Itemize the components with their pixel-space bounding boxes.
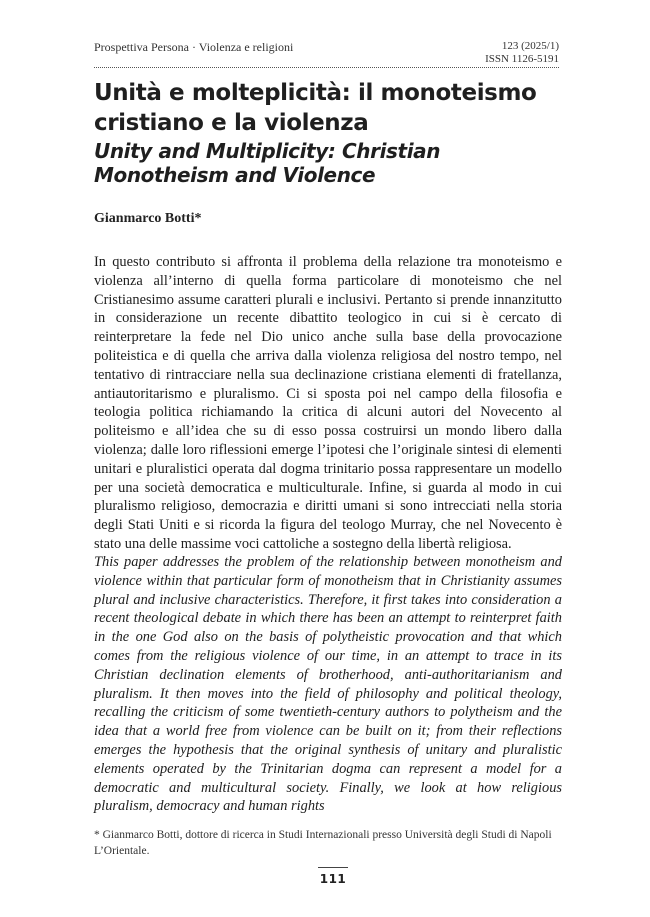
author-footnote: * Gianmarco Botti, dottore di ricerca in Studi Internazionali presso Università degli Studi di Napoli L’Orientale. <box>94 829 552 857</box>
page-number-rule <box>318 867 348 868</box>
abstract-english: This paper addresses the problem of the relationship between monotheism and violence within that particular form of monotheism that in Christianity assumes plural and inclusive characteristics. Therefore, it first takes into consideration a recent theological debate in which there has been an attempt to reinterpret faith in the one God also on the basis of polytheistic provocation and that which comes from the religious violence of our time, in an attempt to trace in its Christian declination elements of brotherhood, anti-authoritarianism and pluralism. It then moves into the field of philosophy and political theology, recalling the criticism of some twentieth-century authors to polytheism and the idea that a world free from violence can be built on it; from their reflections emerges the hypothesis that the original synthesis of unitary and pluralistic elements operated by the Trinitarian dogma can represent a model for a democratic and multicultural society. Finally, we look at how religious pluralism, democracy and human rights <box>94 554 562 815</box>
article-title-english: Unity and Multiplicity: Christian Monotheism and Violence <box>94 139 441 187</box>
issn: ISSN 1126-5191 <box>485 53 559 65</box>
running-header-issue-info <box>485 40 559 66</box>
abstract-italian: In questo contributo si affronta il problema della relazione tra monoteismo e violenza all’interno di quella forma particolare di monoteismo che nel Cristianesimo assume caratteri plurali e inclusivi. Pertanto si prende innanzitutto in considerazione un recente dibattito teologico in cui si è cercato di reinterpretare la fede nel Dio unico anche sulla base della provocazione politeistica e di quella che arriva dalla violenza religiosa del nostro tempo, nel tentativo di rintracciare nella sua declinazione cristiana elementi di fratellanza, antiautoritarismo e pluralismo. Ci si sposta poi nel campo della filosofia e teologia politica richiamando la critica di alcuni autori del Novecento al politeismo e all’idea che su di esso possa costruirsi un mondo libero dalla violenza; dalle loro riflessioni emerge l’ipotesi che l’originale sintesi di elementi unitari e pluralistici operata dal dogma trinitario possa rappresentare un modello per una società democratica e multiculturale. Infine, si guarda al modo in cui pluralismo religioso, democrazia e diritti umani si sono intrecciati nella storia degli Stati Uniti e si ricorda la figura del teologo Murray, che nel Novecento è stato una delle massime voci cattoliche a sostegno della libertà religiosa. <box>94 254 562 552</box>
running-header-journal: Prospettiva Persona · Violenza e religioni <box>94 40 294 54</box>
issue-number: 123 (2025/1) <box>501 40 559 52</box>
article-title-italian: Unità e molteplicità: il monoteismo cristiano e la violenza <box>94 80 537 136</box>
header-divider <box>94 67 559 68</box>
page-number: 111 <box>319 872 347 886</box>
article-author: Gianmarco Botti* <box>94 211 202 226</box>
